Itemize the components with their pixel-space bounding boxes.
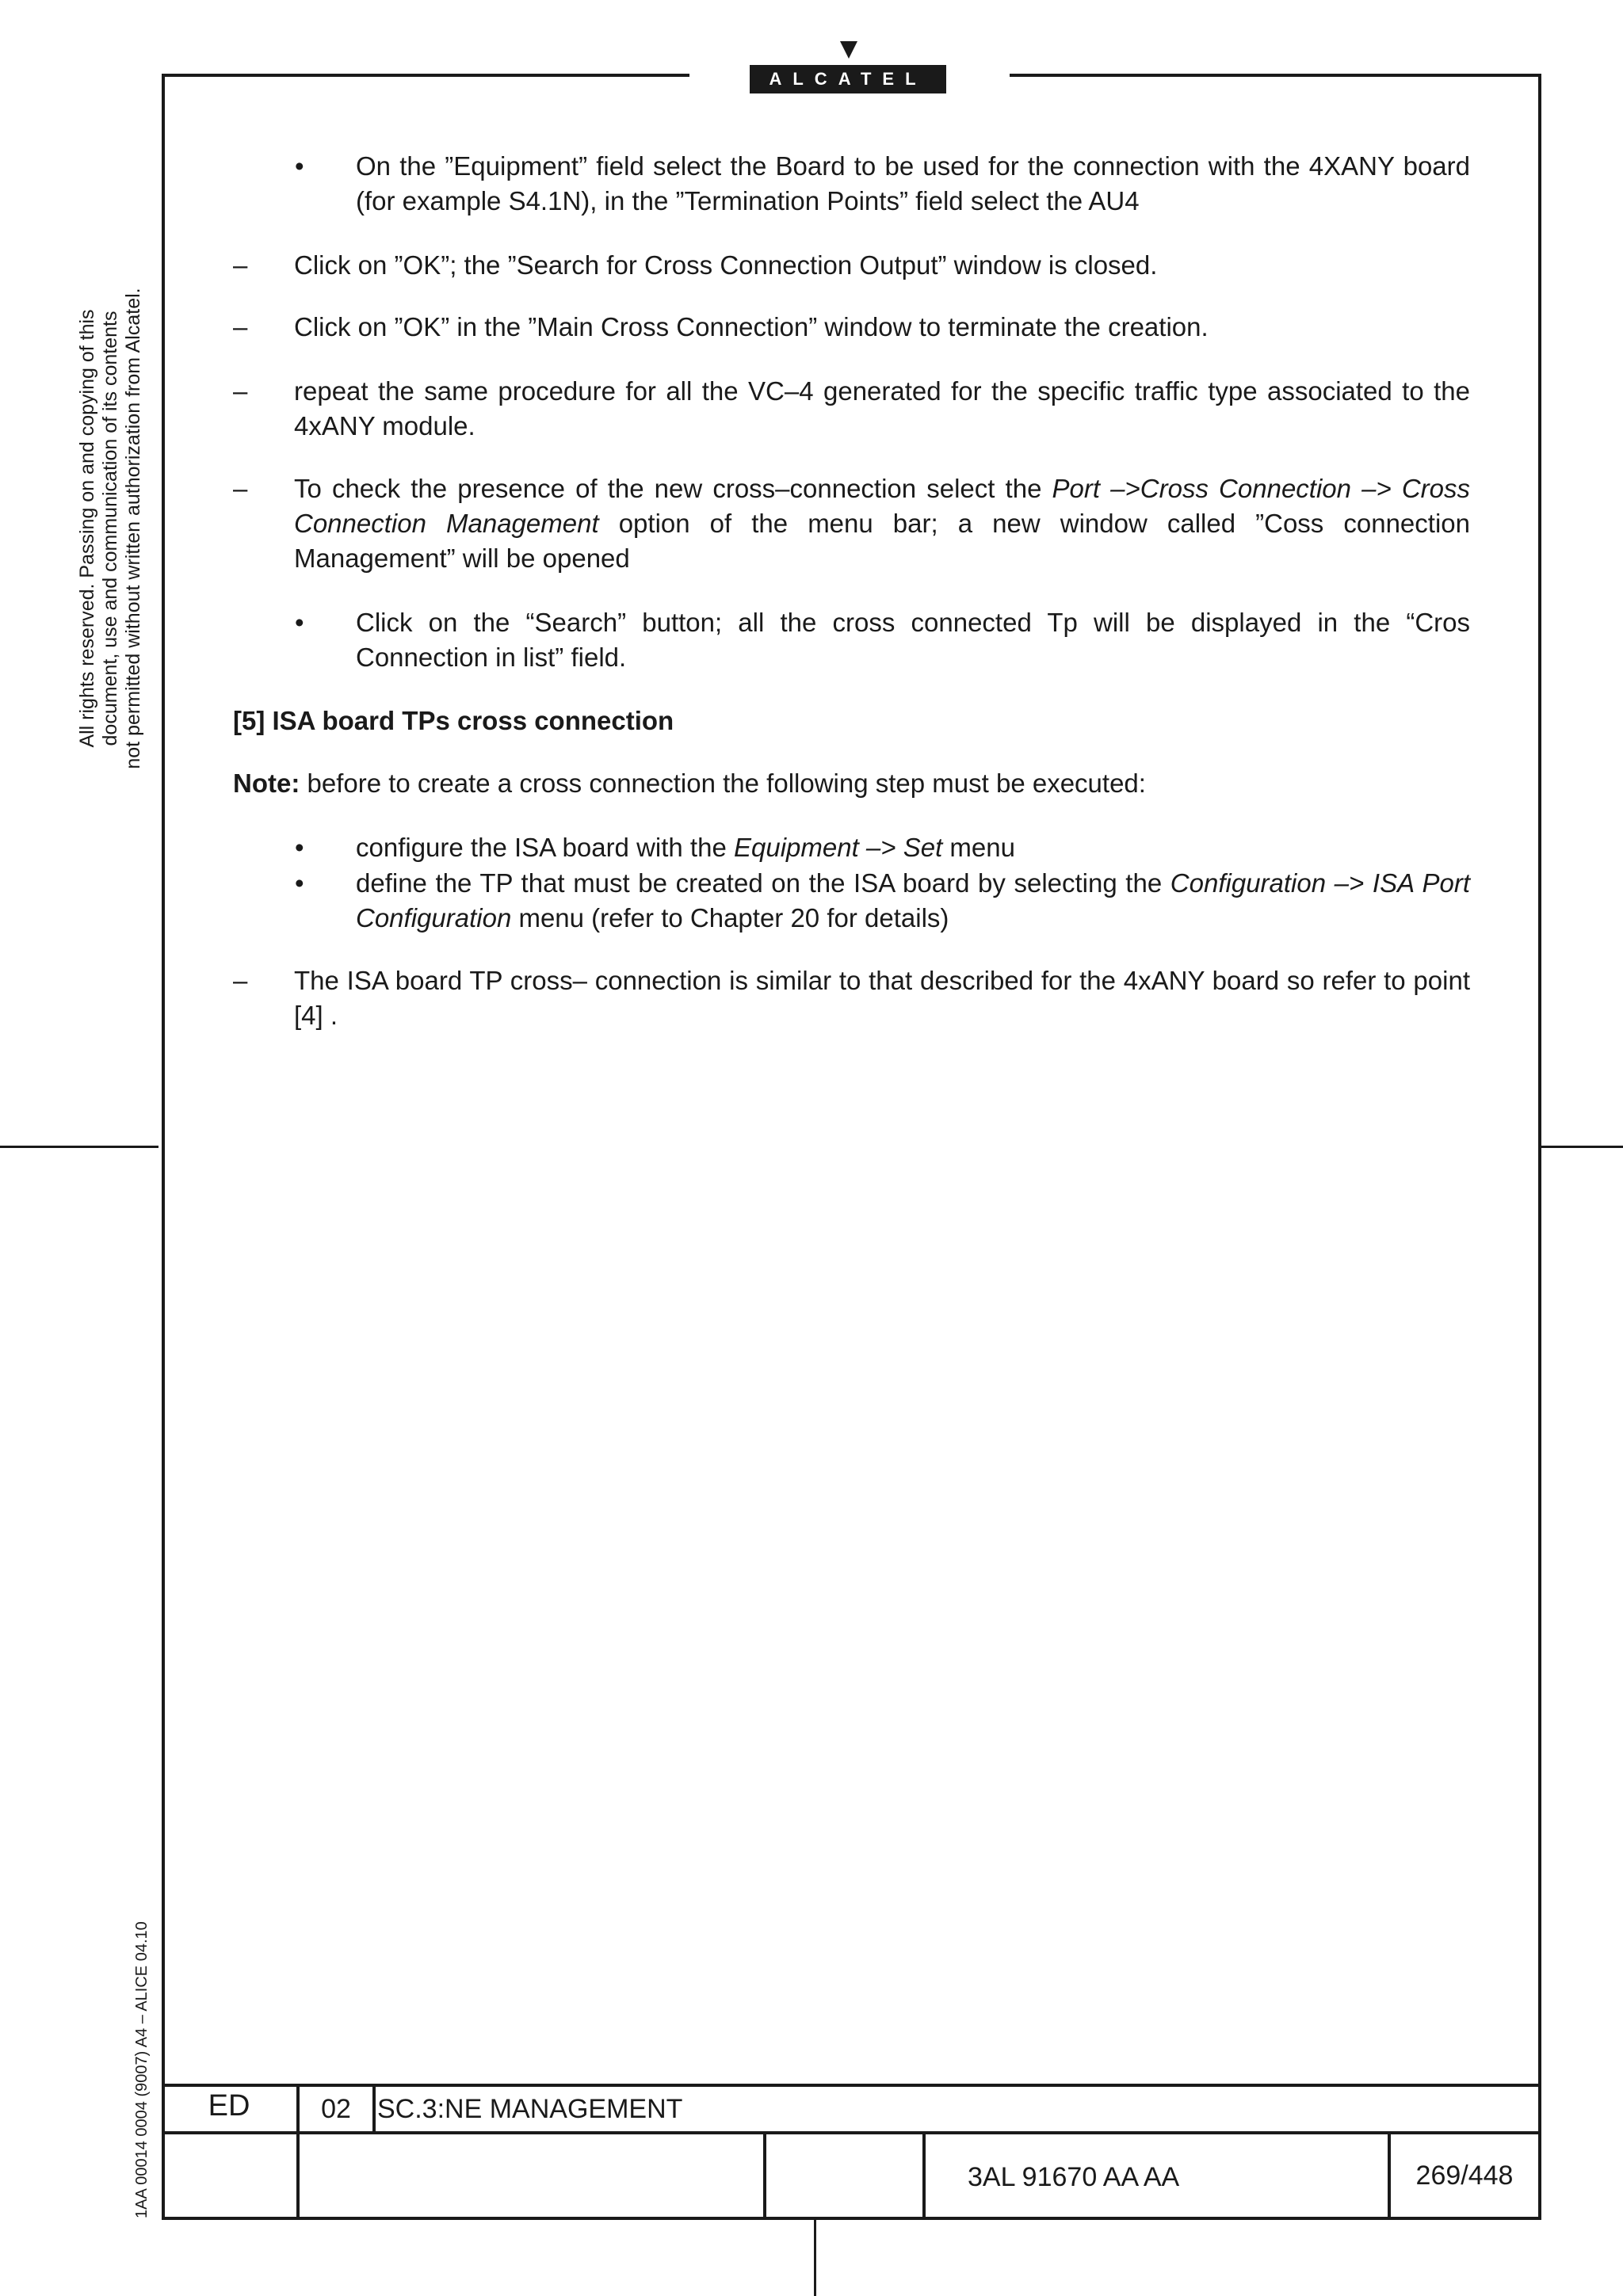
dash-marker: – bbox=[233, 312, 248, 341]
copyright-line: not permitted without written authorization from Alcatel. bbox=[122, 288, 144, 769]
list-item: Click on ”OK”; the ”Search for Cross Connection Output” window is closed. bbox=[294, 250, 1158, 280]
bullet-marker: • bbox=[295, 833, 304, 862]
copyright-notice bbox=[76, 255, 145, 802]
footer-divider bbox=[922, 2131, 926, 2220]
list-item: The ISA board TP cross– connection is similar to that described for the 4xANY board so refer to point [4] . bbox=[294, 966, 1470, 1030]
list-item: Click on the “Search” button; all the cross connected Tp will be displayed in the “Cros Connection in list” field. bbox=[356, 608, 1470, 672]
text-run: menu bbox=[942, 833, 1015, 862]
page-number: 269/448 bbox=[1415, 2161, 1514, 2191]
dash-marker: – bbox=[233, 250, 248, 280]
text-run: menu (refer to Chapter 20 for details) bbox=[511, 903, 949, 933]
copyright-line: document, use and communication of its contents bbox=[99, 311, 121, 746]
logo-triangle-icon bbox=[840, 41, 857, 59]
list-item: repeat the same procedure for all the VC–4 generated for the specific traffic type associated to the 4xANY module. bbox=[294, 376, 1470, 441]
text-run: before to create a cross connection the following step must be executed: bbox=[300, 769, 1146, 798]
text-run: To check the presence of the new cross–connection select the bbox=[294, 474, 1052, 503]
list-item bbox=[294, 471, 1470, 576]
document-number: 3AL 91670 AA AA bbox=[968, 2162, 1180, 2192]
copyright-line: All rights reserved. Passing on and copying of this bbox=[76, 309, 98, 748]
fold-mark-left bbox=[0, 1146, 158, 1148]
list-item bbox=[356, 830, 1470, 865]
alcatel-logo: ALCATEL bbox=[750, 65, 946, 93]
section-heading: [5] ISA board TPs cross connection bbox=[233, 706, 674, 735]
fold-mark-right bbox=[1541, 1146, 1623, 1148]
footer-title-block bbox=[162, 2084, 1541, 2220]
menu-path: Configuration –> ISA Port Configuration bbox=[356, 868, 1470, 933]
dash-marker: – bbox=[233, 376, 248, 406]
menu-path: Equipment –> Set bbox=[733, 833, 943, 862]
note-label: Note: bbox=[233, 769, 300, 798]
text-run: option of the menu bar; a new window called ”Coss connection Management” will be opened bbox=[294, 509, 1470, 573]
list-item: Click on ”OK” in the ”Main Cross Connection” window to terminate the creation. bbox=[294, 312, 1209, 341]
footer-rule bbox=[162, 2131, 1541, 2134]
footer-divider bbox=[372, 2084, 376, 2133]
text-run: define the TP that must be created on the ISA board by selecting the bbox=[356, 868, 1170, 898]
edition-number: 02 bbox=[321, 2094, 351, 2124]
bullet-marker: • bbox=[295, 868, 304, 898]
list-item: On the ”Equipment” field select the Board to be used for the connection with the 4XANY board (for example S4.1N), in the ”Termination Points” field select the AU4 bbox=[356, 151, 1470, 215]
menu-path: Port –>Cross Connection –> Cross Connection Management bbox=[294, 474, 1471, 538]
edition-label: ED bbox=[208, 2089, 250, 2122]
text-run: configure the ISA board with the bbox=[356, 833, 734, 862]
footer-rule bbox=[162, 2084, 1541, 2087]
list-item bbox=[356, 866, 1470, 936]
form-id: 1AA 00014 0004 (9007) A4 – ALICE 04.10 bbox=[133, 1921, 151, 2218]
bullet-marker: • bbox=[295, 608, 304, 637]
section-title: SC.3:NE MANAGEMENT bbox=[377, 2094, 683, 2124]
bullet-marker: • bbox=[295, 151, 304, 181]
dash-marker: – bbox=[233, 966, 248, 995]
note bbox=[233, 766, 1470, 801]
fold-mark-bottom bbox=[814, 2218, 816, 2296]
footer-divider bbox=[763, 2131, 766, 2220]
dash-marker: – bbox=[233, 474, 248, 503]
